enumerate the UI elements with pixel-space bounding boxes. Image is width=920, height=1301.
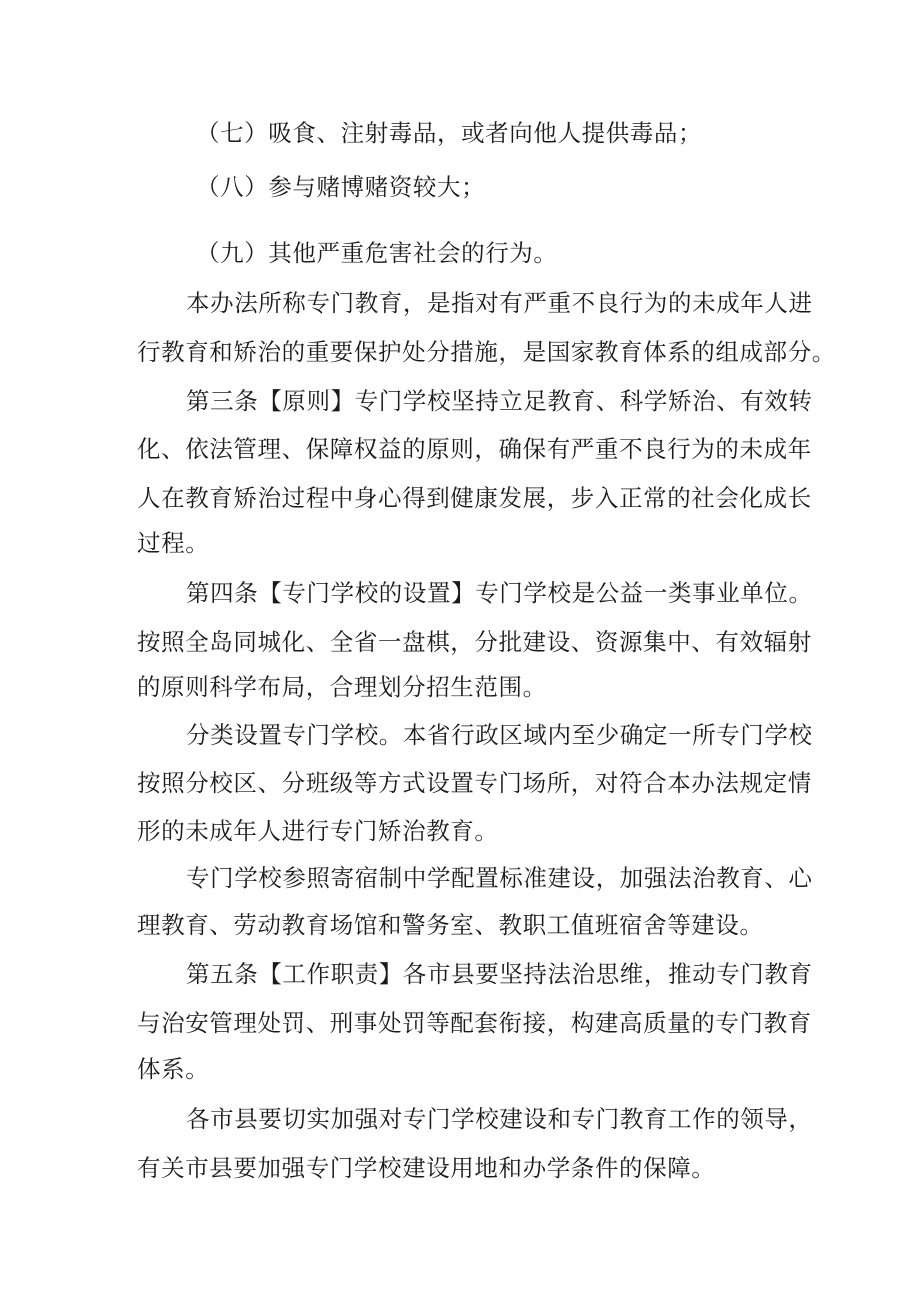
text-line: 形的未成年人进行专门矫治教育。: [137, 817, 499, 845]
text-line: 化、依法管理、保障权益的原则，确保有严重不良行为的未成年: [137, 435, 812, 463]
text-line: 按照全岛同城化、全省一盘棋，分批建设、资源集中、有效辐射: [137, 628, 812, 656]
text-line: 理教育、劳动教育场馆和警务室、教职工值班宿舍等建设。: [137, 911, 764, 939]
text-line: 本办法所称专门教育，是指对有严重不良行为的未成年人进: [186, 289, 813, 317]
text-line: （七）吸食、注射毒品，或者向他人提供毒品；: [196, 119, 703, 147]
text-line: 第五条【工作职责】各市县要坚持法治思维，推动专门教育: [186, 960, 813, 988]
text-line: （九）其他严重危害社会的行为。: [196, 239, 558, 267]
text-line: 第四条【专门学校的设置】专门学校是公益一类事业单位。: [186, 579, 813, 607]
text-line: 分类设置专门学校。本省行政区域内至少确定一所专门学校: [186, 721, 813, 749]
text-line: 按照分校区、分班级等方式设置专门场所，对符合本办法规定情: [137, 769, 812, 797]
text-line: 行教育和矫治的重要保护处分措施，是国家教育体系的组成部分。: [137, 338, 836, 366]
text-line: 的原则科学布局，合理划分招生范围。: [137, 673, 547, 701]
text-line: 体系。: [137, 1055, 210, 1083]
text-line: 过程。: [137, 529, 210, 557]
text-line: 第三条【原则】专门学校坚持立足教育、科学矫治、有效转: [186, 387, 813, 415]
text-line: 人在教育矫治过程中身心得到健康发展，步入正常的社会化成长: [137, 484, 812, 512]
text-line: 各市县要切实加强对专门学校建设和专门教育工作的领导，: [186, 1105, 813, 1133]
text-line: （八）参与赌博赌资较大；: [196, 173, 486, 201]
text-line: 专门学校参照寄宿制中学配置标准建设，加强法治教育、心: [186, 864, 813, 892]
text-line: 有关市县要加强专门学校建设用地和办学条件的保障。: [137, 1154, 716, 1182]
text-line: 与治安管理处罚、刑事处罚等配套衔接，构建高质量的专门教育: [137, 1009, 812, 1037]
